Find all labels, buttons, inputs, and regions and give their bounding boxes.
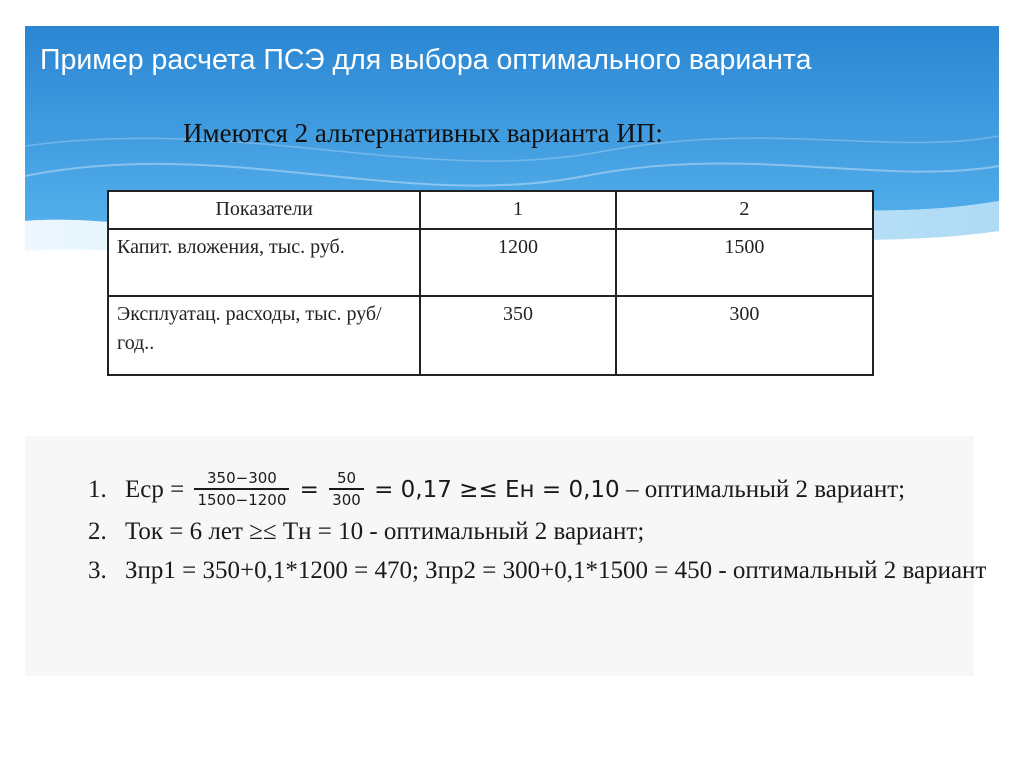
fraction-2-numerator: 50: [329, 468, 364, 490]
row-label-operating: Эксплуатац. расходы, тыс. руб/год..: [108, 296, 420, 375]
calculation-list: [88, 470, 1015, 590]
calc-text: Ток = 6 лет ≥≤ Тн = 10 - оптимальный 2 вариант;: [125, 518, 645, 546]
fraction-1: [194, 468, 289, 510]
calculation-item: [88, 512, 1015, 552]
capital-variant-2: 1500: [616, 229, 873, 296]
operating-variant-1: 350: [420, 296, 615, 375]
slide-subtitle: Имеются 2 альтернативных варианта ИП:: [183, 118, 663, 148]
row-label-capital: Капит. вложения, тыс. руб.: [108, 229, 420, 296]
calc-result-math: = 0,17 ≥≤ Ен = 0,10: [374, 477, 620, 503]
slide-title: Пример расчета ПСЭ для выбора оптимального варианта: [40, 44, 812, 76]
table-row: [108, 296, 873, 375]
item-number: 3.: [88, 557, 107, 585]
variants-table: [107, 190, 874, 376]
fraction-1-numerator: 350−300: [194, 468, 289, 490]
equals-sign: =: [299, 477, 319, 503]
item-number: 2.: [88, 518, 107, 546]
table-row: [108, 229, 873, 296]
fraction-2-denominator: 300: [332, 491, 361, 510]
calc-prefix: Еср =: [125, 476, 185, 503]
header-indicators: Показатели: [108, 191, 420, 229]
operating-variant-2: 300: [616, 296, 873, 375]
header-variant-2: 2: [616, 191, 873, 229]
calculation-item: [88, 470, 1015, 512]
table-header-row: [108, 191, 873, 229]
fraction-2: [329, 468, 364, 510]
capital-variant-1: 1200: [420, 229, 615, 296]
item-number: 1.: [88, 476, 107, 503]
calculation-item: [88, 552, 1015, 590]
calc-result-text: – оптимальный 2 вариант;: [619, 476, 906, 503]
fraction-1-denominator: 1500−1200: [197, 491, 287, 510]
header-variant-1: 1: [420, 191, 615, 229]
calc-text: Зпр1 = 350+0,1*1200 = 470; Зпр2 = 300+0,1*1500 = 450 - оптимальный 2 вариант: [125, 557, 987, 585]
